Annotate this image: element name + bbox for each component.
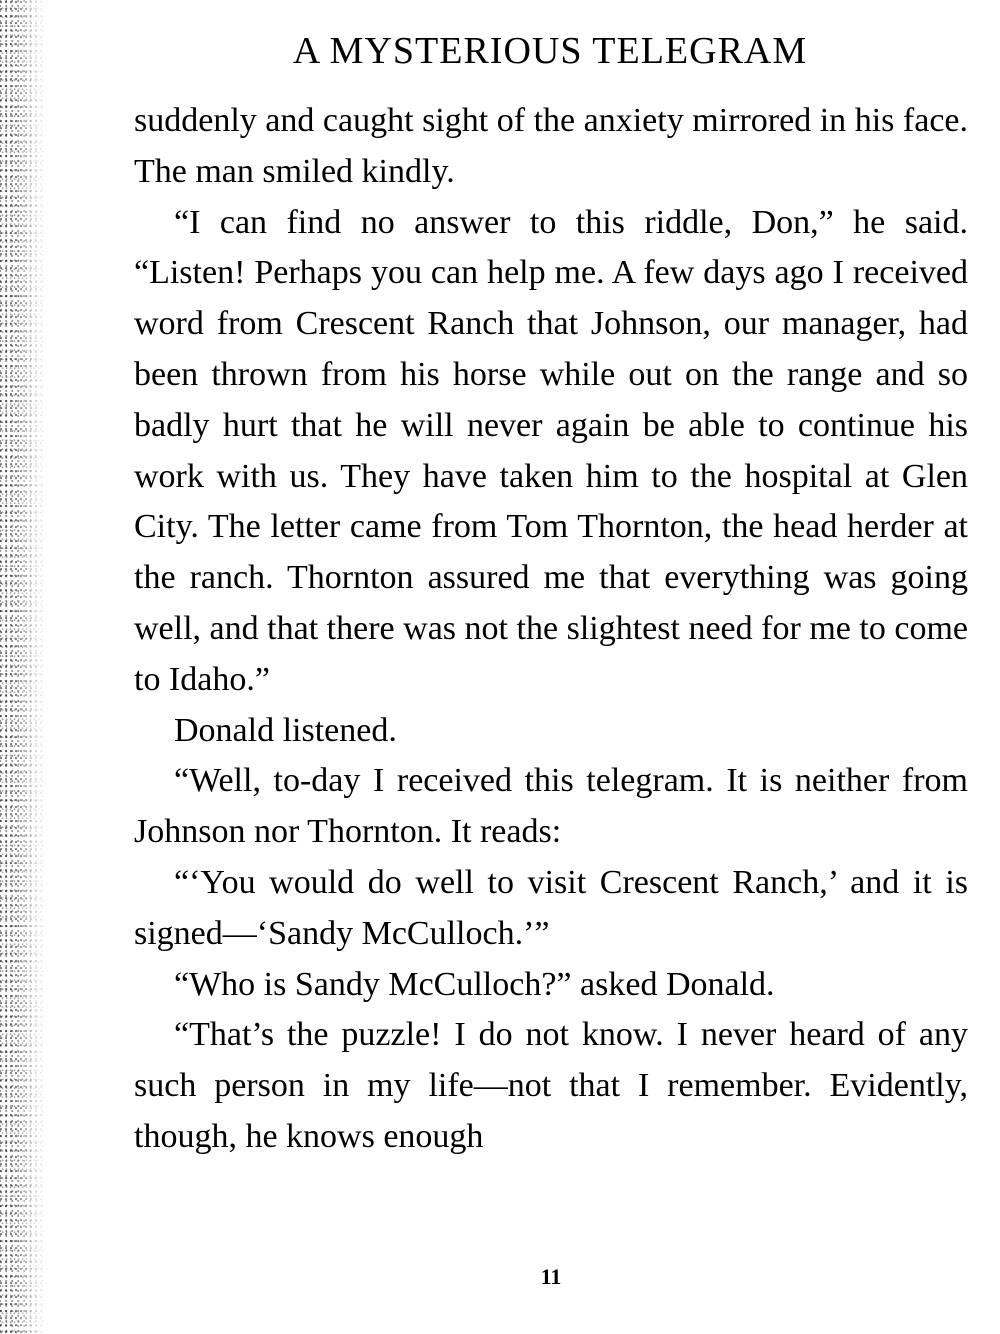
page-body (134, 96, 968, 1163)
scan-gutter-shadow (0, 0, 46, 1334)
paragraph-4: “Well, to-day I received this telegram. It is neither from Johnson nor Thornton. It reads: (134, 762, 968, 851)
running-head: A MYSTERIOUS TELEGRAM (292, 30, 808, 72)
paragraph-5: “‘You would do well to visit Crescent Ranch,’ and it is signed—‘Sandy McCulloch.’” (134, 863, 968, 952)
paragraph-6: “Who is Sandy McCulloch?” asked Donald. (174, 965, 775, 1003)
page-number: 11 (540, 1264, 562, 1289)
paragraph-3: Donald listened. (174, 711, 397, 749)
paragraph-1: suddenly and caught sight of the anxiety mirrored in his face. The man smiled kindly. (134, 102, 968, 190)
paragraph-7: “That’s the puzzle! I do not know. I never heard of any such person in my life—not that I remember. Evidently, though, he knows enough (134, 1016, 968, 1155)
paragraph-2: “I can find no answer to this riddle, Don,” he said. “Listen! Perhaps you can help me. A few days ago I received word from Crescent Ranch that Johnson, our manager, had been thrown from his horse while out on the range and so badly hurt that he will never again be able to continue his work with us. They have taken him to the hospital at Glen City. The letter came from Tom Thornton, the head herder at the ranch. Thornton assured me that everything was going well, and that there was not the slightest need for me to come to Idaho.” (134, 203, 968, 698)
